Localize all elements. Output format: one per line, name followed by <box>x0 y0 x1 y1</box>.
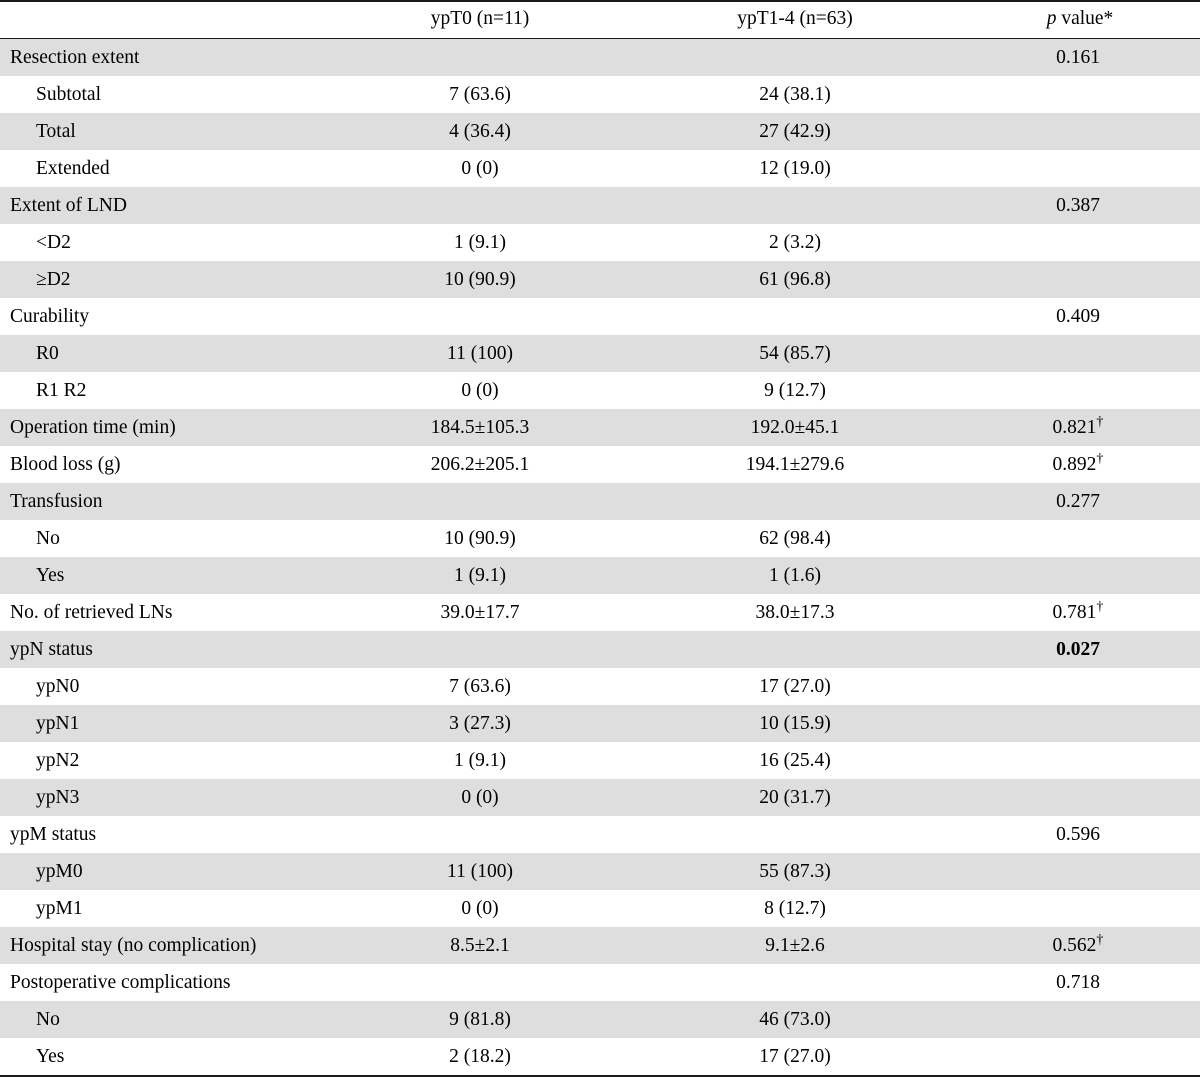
row-label: ypM status <box>0 816 330 853</box>
pvalue-text: 0.277 <box>1056 490 1100 512</box>
cell-pvalue <box>960 187 1200 224</box>
row-label: Yes <box>0 557 330 594</box>
cell-pvalue <box>960 261 1200 298</box>
table-header-row <box>0 1 1200 39</box>
cell-ypt0: 184.5±105.3 <box>330 409 630 446</box>
row-label: ypN2 <box>0 742 330 779</box>
cell-pvalue <box>960 705 1200 742</box>
table-row <box>0 594 1200 631</box>
cell-ypt14 <box>630 483 960 520</box>
cell-ypt0: 10 (90.9) <box>330 261 630 298</box>
table-row <box>0 631 1200 668</box>
row-label: Total <box>0 113 330 150</box>
cell-ypt14: 9.1±2.6 <box>630 927 960 964</box>
row-label: Blood loss (g) <box>0 446 330 483</box>
cell-ypt14: 2 (3.2) <box>630 224 960 261</box>
row-label: <D2 <box>0 224 330 261</box>
table-body <box>0 39 1200 1077</box>
row-label: Transfusion <box>0 483 330 520</box>
cell-ypt14: 61 (96.8) <box>630 261 960 298</box>
row-label: Yes <box>0 1038 330 1076</box>
cell-ypt0: 0 (0) <box>330 150 630 187</box>
table-row <box>0 113 1200 150</box>
row-label: Extended <box>0 150 330 187</box>
cell-pvalue <box>960 742 1200 779</box>
pvalue-header-text: p value* <box>1046 8 1114 29</box>
footnote-dagger-marker: † <box>1096 931 1104 947</box>
row-label: ypN status <box>0 631 330 668</box>
cell-ypt0 <box>330 298 630 335</box>
pvalue-text: 0.562 <box>1052 934 1097 956</box>
table-row <box>0 372 1200 409</box>
cell-ypt14 <box>630 816 960 853</box>
table-row <box>0 298 1200 335</box>
cell-pvalue <box>960 335 1200 372</box>
table-row <box>0 668 1200 705</box>
cell-pvalue <box>960 409 1200 446</box>
cell-ypt14: 20 (31.7) <box>630 779 960 816</box>
cell-pvalue <box>960 557 1200 594</box>
table-row <box>0 853 1200 890</box>
table-row <box>0 779 1200 816</box>
cell-ypt14: 62 (98.4) <box>630 520 960 557</box>
column-header-ypt0: ypT0 (n=11) <box>330 1 630 39</box>
cell-ypt14 <box>630 39 960 77</box>
table-row <box>0 705 1200 742</box>
table-row <box>0 557 1200 594</box>
row-label: Hospital stay (no complication) <box>0 927 330 964</box>
cell-ypt0: 0 (0) <box>330 890 630 927</box>
table-row <box>0 927 1200 964</box>
row-label: ypN3 <box>0 779 330 816</box>
cell-ypt14: 17 (27.0) <box>630 668 960 705</box>
cell-pvalue <box>960 668 1200 705</box>
cell-pvalue <box>960 1001 1200 1038</box>
cell-pvalue <box>960 631 1200 668</box>
cell-ypt14: 10 (15.9) <box>630 705 960 742</box>
cell-pvalue <box>960 594 1200 631</box>
cell-pvalue <box>960 76 1200 113</box>
cell-ypt0: 3 (27.3) <box>330 705 630 742</box>
row-label: No. of retrieved LNs <box>0 594 330 631</box>
row-label: Postoperative complications <box>0 964 330 1001</box>
cell-ypt0 <box>330 816 630 853</box>
cell-pvalue <box>960 853 1200 890</box>
footnote-dagger-marker: † <box>1096 413 1104 429</box>
row-label: Extent of LND <box>0 187 330 224</box>
cell-ypt14: 54 (85.7) <box>630 335 960 372</box>
cell-pvalue <box>960 113 1200 150</box>
row-label: R1 R2 <box>0 372 330 409</box>
cell-ypt14 <box>630 631 960 668</box>
row-label: Curability <box>0 298 330 335</box>
cell-ypt14 <box>630 964 960 1001</box>
cell-pvalue <box>960 224 1200 261</box>
table-row <box>0 335 1200 372</box>
cell-ypt0: 1 (9.1) <box>330 742 630 779</box>
row-label: No <box>0 520 330 557</box>
cell-pvalue <box>960 964 1200 1001</box>
cell-ypt0: 206.2±205.1 <box>330 446 630 483</box>
cell-ypt0 <box>330 964 630 1001</box>
cell-ypt14: 24 (38.1) <box>630 76 960 113</box>
cell-ypt0 <box>330 39 630 77</box>
table-row <box>0 816 1200 853</box>
cell-ypt0: 39.0±17.7 <box>330 594 630 631</box>
cell-ypt14: 1 (1.6) <box>630 557 960 594</box>
table-row <box>0 483 1200 520</box>
row-label: ypN1 <box>0 705 330 742</box>
table-row <box>0 742 1200 779</box>
table-row <box>0 187 1200 224</box>
row-label: ypM0 <box>0 853 330 890</box>
column-header-pvalue <box>960 1 1200 39</box>
table-header <box>0 1 1200 39</box>
cell-ypt14: 194.1±279.6 <box>630 446 960 483</box>
row-label: No <box>0 1001 330 1038</box>
row-label: Resection extent <box>0 39 330 77</box>
cell-ypt14: 17 (27.0) <box>630 1038 960 1076</box>
table-row <box>0 224 1200 261</box>
row-label: Subtotal <box>0 76 330 113</box>
cell-ypt0: 2 (18.2) <box>330 1038 630 1076</box>
table-row <box>0 261 1200 298</box>
cell-ypt14: 192.0±45.1 <box>630 409 960 446</box>
cell-ypt14: 16 (25.4) <box>630 742 960 779</box>
cell-ypt0: 11 (100) <box>330 335 630 372</box>
cell-ypt0: 11 (100) <box>330 853 630 890</box>
cell-ypt14: 55 (87.3) <box>630 853 960 890</box>
cell-ypt0: 10 (90.9) <box>330 520 630 557</box>
column-header-ypt14: ypT1-4 (n=63) <box>630 1 960 39</box>
cell-ypt0: 1 (9.1) <box>330 224 630 261</box>
pvalue-text: 0.409 <box>1056 305 1100 327</box>
table-row <box>0 409 1200 446</box>
table-row <box>0 1001 1200 1038</box>
row-label: ypN0 <box>0 668 330 705</box>
row-label: ypM1 <box>0 890 330 927</box>
cell-pvalue <box>960 372 1200 409</box>
pvalue-text: 0.718 <box>1056 971 1100 993</box>
row-label: ≥D2 <box>0 261 330 298</box>
cell-ypt0: 7 (63.6) <box>330 668 630 705</box>
table-row <box>0 446 1200 483</box>
cell-ypt0 <box>330 187 630 224</box>
cell-pvalue <box>960 816 1200 853</box>
cell-ypt0 <box>330 631 630 668</box>
cell-pvalue <box>960 39 1200 77</box>
cell-ypt0: 7 (63.6) <box>330 76 630 113</box>
pvalue-text: 0.781 <box>1052 601 1097 623</box>
cell-ypt14: 27 (42.9) <box>630 113 960 150</box>
cell-ypt14: 38.0±17.3 <box>630 594 960 631</box>
cell-pvalue <box>960 150 1200 187</box>
cell-ypt0: 8.5±2.1 <box>330 927 630 964</box>
cell-ypt0: 9 (81.8) <box>330 1001 630 1038</box>
cell-pvalue <box>960 890 1200 927</box>
cell-ypt0 <box>330 483 630 520</box>
cell-ypt0: 4 (36.4) <box>330 113 630 150</box>
cell-ypt14: 46 (73.0) <box>630 1001 960 1038</box>
cell-pvalue <box>960 779 1200 816</box>
pvalue-text: 0.892 <box>1052 453 1097 475</box>
table-row <box>0 520 1200 557</box>
cell-ypt14: 9 (12.7) <box>630 372 960 409</box>
cell-ypt14 <box>630 187 960 224</box>
cell-ypt14: 12 (19.0) <box>630 150 960 187</box>
table-row <box>0 890 1200 927</box>
cell-pvalue <box>960 483 1200 520</box>
table-row <box>0 1038 1200 1076</box>
pvalue-text: 0.161 <box>1056 46 1100 68</box>
cell-ypt0: 1 (9.1) <box>330 557 630 594</box>
cell-ypt14: 8 (12.7) <box>630 890 960 927</box>
cell-pvalue <box>960 446 1200 483</box>
cell-pvalue <box>960 520 1200 557</box>
cell-pvalue <box>960 298 1200 335</box>
pvalue-text: 0.596 <box>1056 823 1100 845</box>
pvalue-text: 0.821 <box>1052 416 1097 438</box>
cell-ypt14 <box>630 298 960 335</box>
table-row <box>0 964 1200 1001</box>
footnote-dagger-marker: † <box>1096 450 1104 466</box>
cell-ypt0: 0 (0) <box>330 372 630 409</box>
footnote-dagger-marker: † <box>1096 598 1104 614</box>
table-row <box>0 150 1200 187</box>
cell-ypt0: 0 (0) <box>330 779 630 816</box>
table-row <box>0 76 1200 113</box>
row-label: Operation time (min) <box>0 409 330 446</box>
cell-pvalue <box>960 1038 1200 1076</box>
column-header-variable <box>0 1 330 39</box>
pvalue-text: 0.027 <box>1056 638 1100 660</box>
table-row <box>0 39 1200 77</box>
cell-pvalue <box>960 927 1200 964</box>
pvalue-text: 0.387 <box>1056 194 1100 216</box>
row-label: R0 <box>0 335 330 372</box>
